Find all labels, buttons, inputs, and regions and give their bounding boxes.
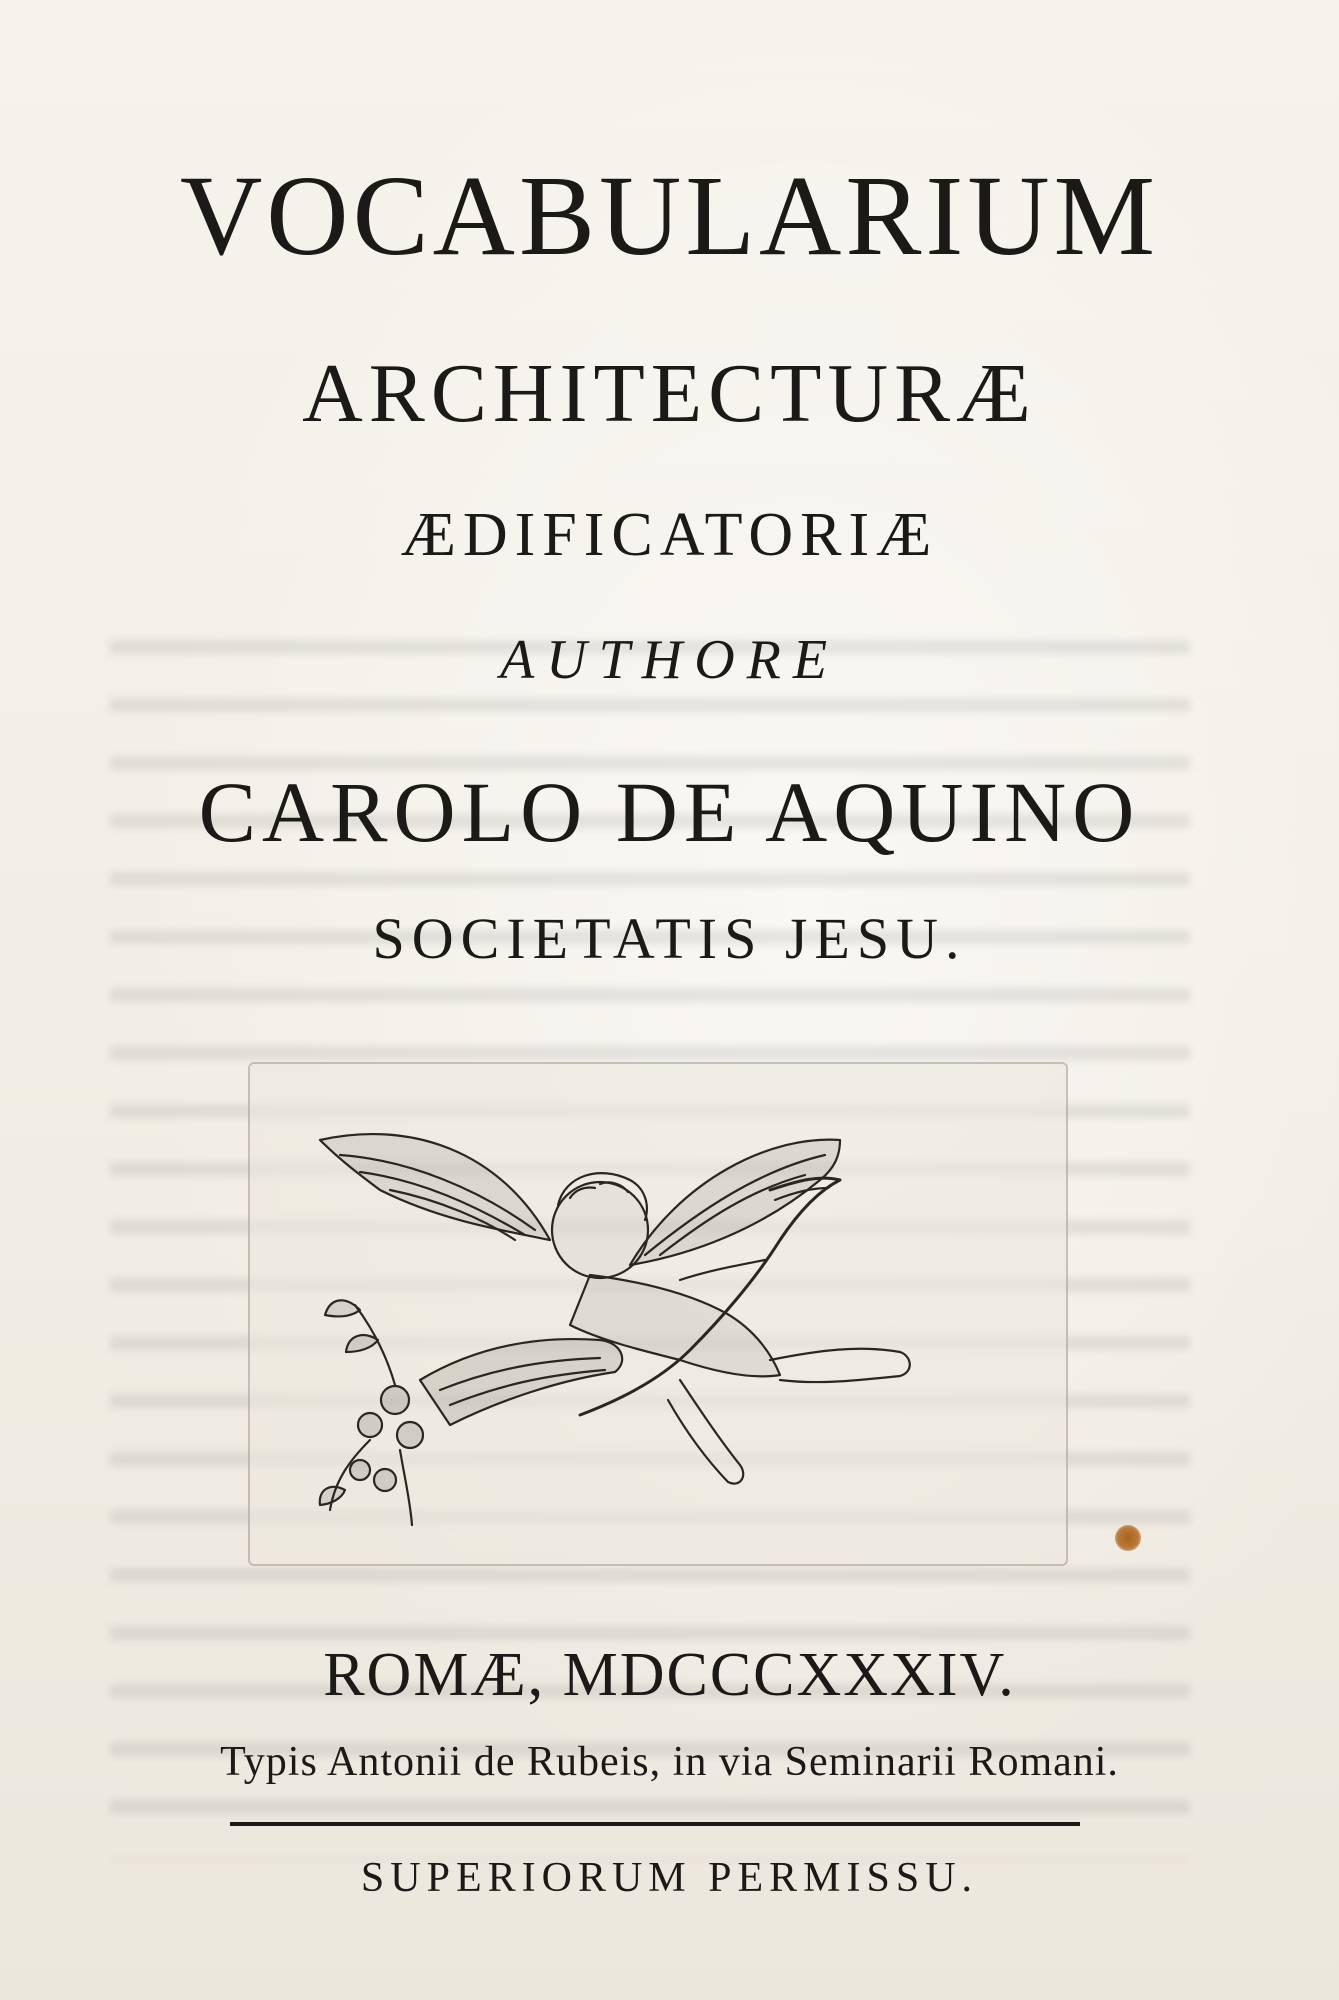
author-affiliation: SOCIETATIS JESU. <box>372 906 967 971</box>
winged-putto-with-cornucopia-icon <box>300 1080 1020 1550</box>
authore-line: AUTHORE <box>499 629 840 691</box>
title-line-architecturae: ARCHITECTURÆ <box>302 347 1037 440</box>
imprint-place-date: ROMÆ, MDCCCXXXIV. <box>323 1641 1016 1709</box>
title-line-aedificatoriae: ÆDIFICATORIÆ <box>400 501 939 569</box>
permission-line: SUPERIORUM PERMISSU. <box>360 1855 979 1901</box>
printer-line: Typis Antonii de Rubeis, in via Seminarii Romani. <box>220 1739 1119 1785</box>
title-line-vocabularium: VOCABULARIUM <box>179 152 1160 279</box>
horizontal-rule <box>230 1822 1080 1826</box>
foxing-stain <box>1115 1525 1141 1551</box>
author-name: CAROLO DE AQUINO <box>198 764 1141 860</box>
